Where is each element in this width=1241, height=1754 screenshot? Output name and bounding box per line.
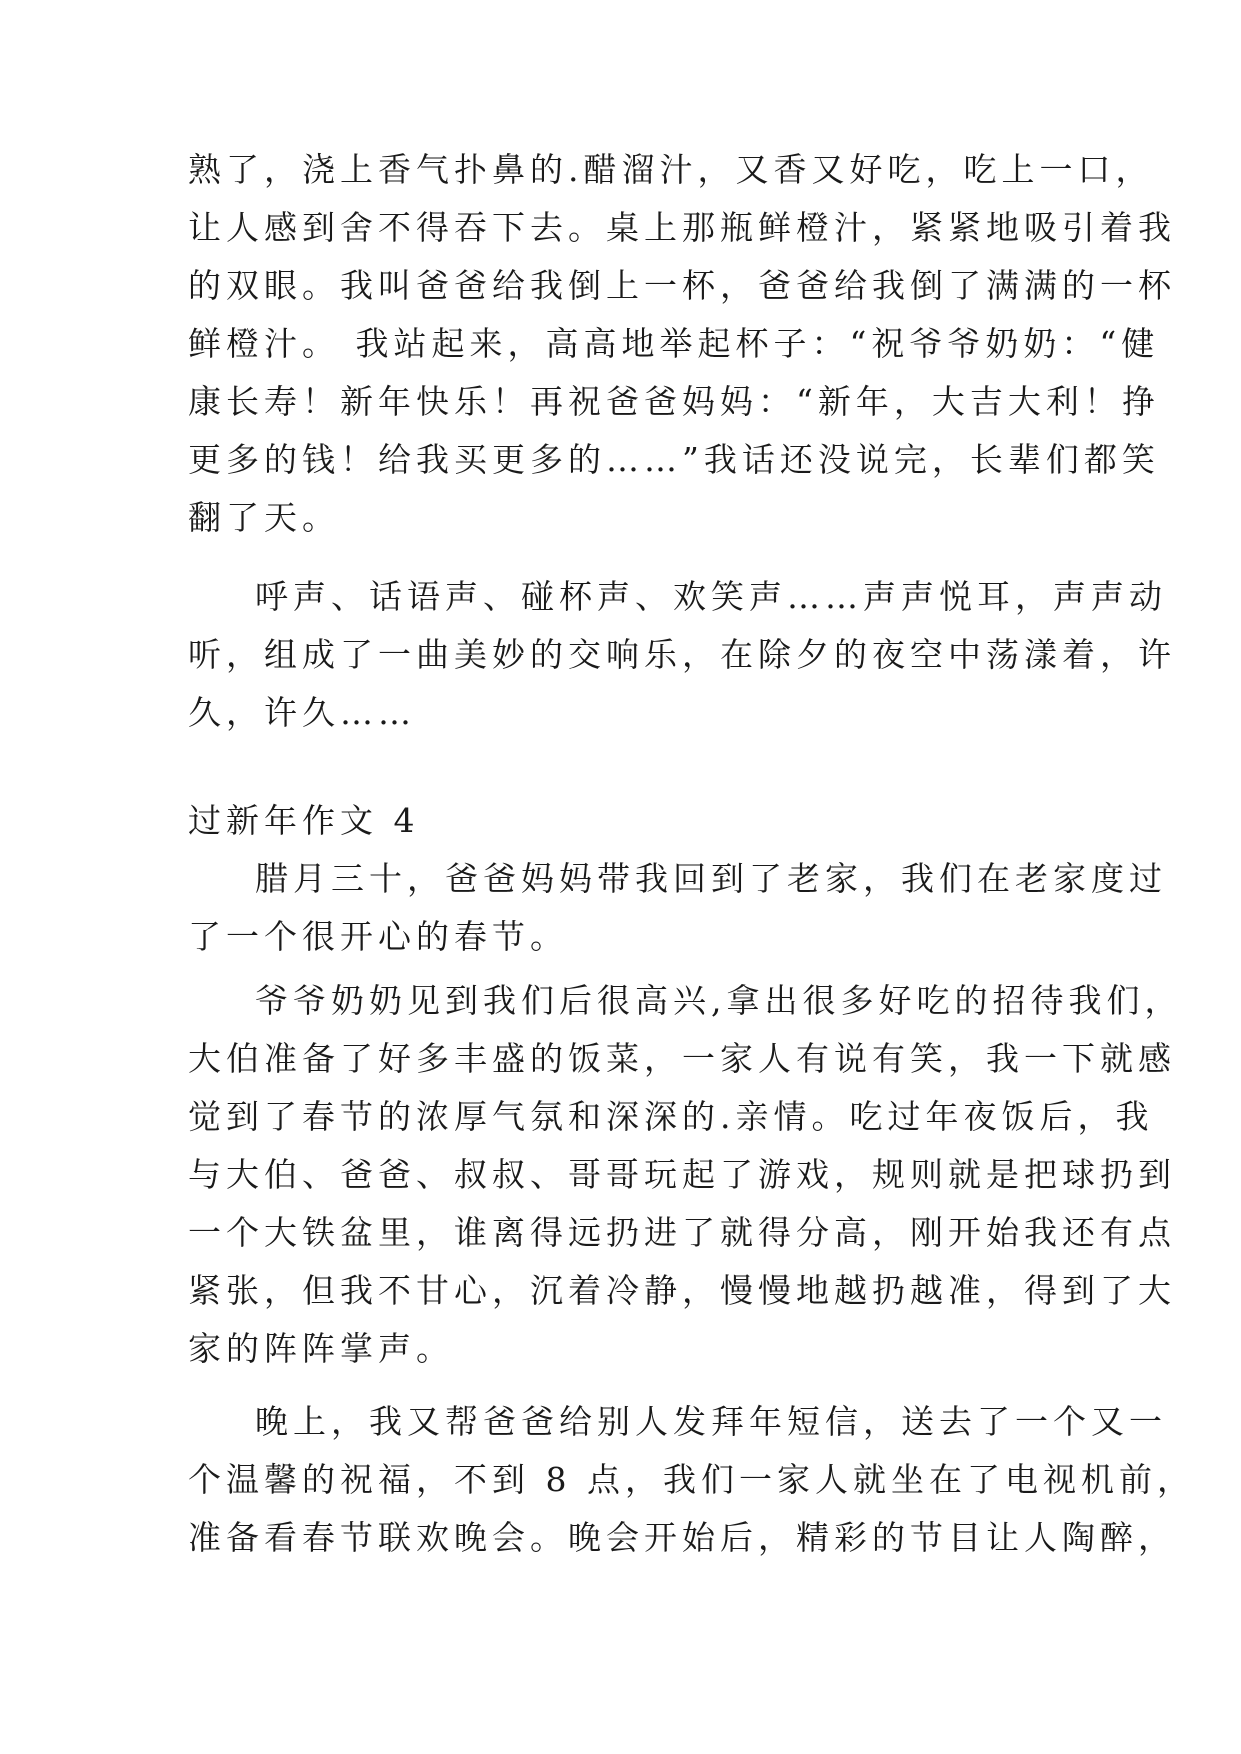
text-line: 觉到了春节的浓厚气氛和深深的.亲情。吃过年夜饭后，我 bbox=[188, 1097, 1154, 1136]
paragraph-first-line: 爷爷奶奶见到我们后很高兴,拿出很多好吃的招待我们， bbox=[255, 981, 1183, 1020]
section-heading: 过新年作文 4 bbox=[188, 801, 420, 840]
text-line: 大伯准备了好多丰盛的饭菜，一家人有说有笑，我一下就感 bbox=[188, 1039, 1176, 1078]
text-line: 康长寿！新年快乐！再祝爸爸妈妈：“新年，大吉大利！挣 bbox=[188, 382, 1160, 421]
text-line: 鲜橙汁。 我站起来，高高地举起杯子：“祝爷爷奶奶：“健 bbox=[188, 324, 1160, 363]
paragraph-first-line: 呼声、话语声、碰杯声、欢笑声……声声悦耳，声声动 bbox=[255, 577, 1167, 616]
text-line: 熟了，浇上香气扑鼻的.醋溜汁，又香又好吃，吃上一口， bbox=[188, 150, 1154, 189]
text-line: 听，组成了一曲美妙的交响乐，在除夕的夜空中荡漾着，许 bbox=[188, 635, 1176, 674]
text-line: 与大伯、爸爸、叔叔、哥哥玩起了游戏，规则就是把球扔到 bbox=[188, 1155, 1176, 1194]
text-line: 家的阵阵掌声。 bbox=[188, 1329, 454, 1368]
text-line: 让人感到舍不得吞下去。桌上那瓶鲜橙汁，紧紧地吸引着我 bbox=[188, 208, 1176, 247]
text-line: 翻了天。 bbox=[188, 498, 340, 537]
text-line: 个温馨的祝福，不到 8 点，我们一家人就坐在了电视机前， bbox=[188, 1460, 1195, 1499]
text-line: 的双眼。我叫爸爸给我倒上一杯，爸爸给我倒了满满的一杯 bbox=[188, 266, 1176, 305]
text-line: 紧张，但我不甘心，沉着冷静，慢慢地越扔越准，得到了大 bbox=[188, 1271, 1176, 1310]
text-line: 久，许久…… bbox=[188, 693, 416, 732]
text-line: 了一个很开心的春节。 bbox=[188, 917, 568, 956]
paragraph-first-line: 晚上，我又帮爸爸给别人发拜年短信，送去了一个又一 bbox=[255, 1402, 1167, 1441]
text-line: 准备看春节联欢晚会。晚会开始后，精彩的节目让人陶醉， bbox=[188, 1518, 1176, 1557]
text-line: 更多的钱！给我买更多的……”我话还没说完，长辈们都笑 bbox=[188, 440, 1160, 479]
paragraph-first-line: 腊月三十，爸爸妈妈带我回到了老家，我们在老家度过 bbox=[255, 859, 1167, 898]
text-line: 一个大铁盆里，谁离得远扔进了就得分高，刚开始我还有点 bbox=[188, 1213, 1176, 1252]
document-page bbox=[188, 0, 1195, 1754]
